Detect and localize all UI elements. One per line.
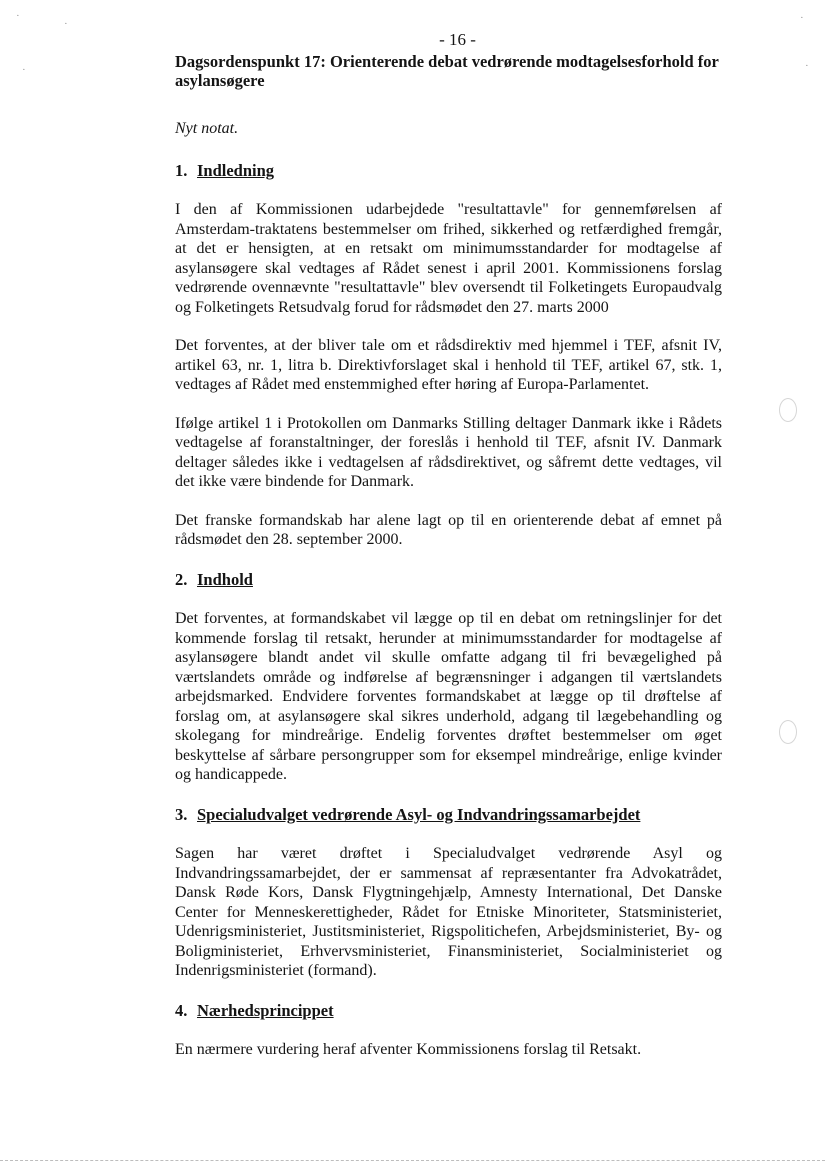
paragraph: Det franske formandskab har alene lagt op til en orienterende debat af emnet på rådsmødet den 28. september 2000. <box>175 511 722 548</box>
section-heading-indledning <box>175 161 722 181</box>
paragraph: Det forventes, at der bliver tale om et rådsdirektiv med hjemmel i TEF, afsnit IV, artikel 63, nr. 1, litra b. Direktivforslaget skal i henhold til TEF, artikel 67, stk. 1, vedtages af Rådet med enstemmighed efter høring af Europa-Parlamentet. <box>175 337 722 393</box>
section-number: 1. <box>175 160 188 180</box>
document-body <box>175 52 722 1060</box>
punch-hole-mark <box>779 398 797 422</box>
section-title: Indhold <box>197 569 253 589</box>
paragraph: I den af Kommissionen udarbejdede "resultattavle" for gennemførelsen af Amsterdam-traktatens bestemmelser om frihed, sikkerhed og retfærdighed fremgår, at det er hensigten, at en retsakt om minimumsstandarder for modtagelse af asylansøgere skal vedtages af Rådet senest i april 2001. Kommissionens forslag vedrørende ovennævnte "resultattavle" blev oversendt til Folketingets Europaudvalg og Folketingets Retsudvalg forud for rådsmødet den 27. marts 2000 <box>175 201 722 316</box>
section-title: Indledning <box>197 160 275 180</box>
scan-speck: · <box>805 60 809 72</box>
section-title: Nærhedsprincippet <box>197 1000 334 1020</box>
paragraph: Ifølge artikel 1 i Protokollen om Danmarks Stilling deltager Danmark ikke i Rådets vedtagelse af foranstaltninger, der foreslås i henhold til TEF, afsnit IV. Danmark deltager således ikke i vedtagelsen af rådsdirektivet, og såfremt dette vedtages, vil det ikke være bindende for Danmark. <box>175 414 722 490</box>
section-number: 4. <box>175 1000 188 1020</box>
scan-speck: · <box>800 12 804 24</box>
section-heading-specialudvalget <box>175 805 722 825</box>
scan-speck: · <box>22 64 26 76</box>
section-number: 3. <box>175 804 188 824</box>
document-title: Dagsordenspunkt 17: Orienterende debat vedrørende modtagelsesforhold for asylansøgere <box>175 52 719 90</box>
scan-edge-line <box>0 1160 825 1161</box>
section-title: Specialudvalget vedrørende Asyl- og Indvandringssamarbejdet <box>197 804 641 824</box>
scan-speck: · <box>16 10 20 22</box>
page-number: - 16 - <box>439 30 476 49</box>
section-heading-indhold <box>175 570 722 590</box>
paragraph: Det forventes, at formandskabet vil lægge op til en debat om retningslinjer for det kommende forslag til retsakt, herunder at minimumsstandarder for modtagelse af asylansøgere blandt andet vil skulle omfatte adgang til fri bevægelighed på værtslandets område og indførelse af begrænsninger i adgangen til værtslandets arbejdsmarked. Endvidere forventes formandskabet at lægge op til drøftelse af forslag om, at asylansøgere skal sikres underhold, adgang til lægebehandling og skolegang for mindreårige. Endelig forventes drøftet bestemmelser om øget beskyttelse af sårbare persongrupper som for eksempel mindreårige, enlige kvinder og handicappede. <box>175 610 722 783</box>
note-label: Nyt notat. <box>175 120 239 137</box>
section-heading-naerhedsprincippet <box>175 1001 722 1021</box>
scan-speck: · <box>64 18 68 30</box>
punch-hole-mark <box>779 720 797 744</box>
paragraph: Sagen har været drøftet i Specialudvalget vedrørende Asyl og Indvandringssamarbejdet, der er sammensat af repræsentanter fra Advokatrådet, Dansk Røde Kors, Dansk Flygtningehjælp, Amnesty International, Det Danske Center for Menneskerettigheder, Rådet for Etniske Minoriteter, Statsministeriet, Udenrigsministeriet, Justitsministeriet, Rigspolitichefen, Arbejdsministeriet, By- og Boligministeriet, Erhvervsministeriet, Finansministeriet, Socialministeriet og Indenrigsministeriet (formand). <box>175 845 722 979</box>
section-number: 2. <box>175 569 188 589</box>
paragraph: En nærmere vurdering heraf afventer Kommissionens forslag til Retsakt. <box>175 1041 642 1058</box>
